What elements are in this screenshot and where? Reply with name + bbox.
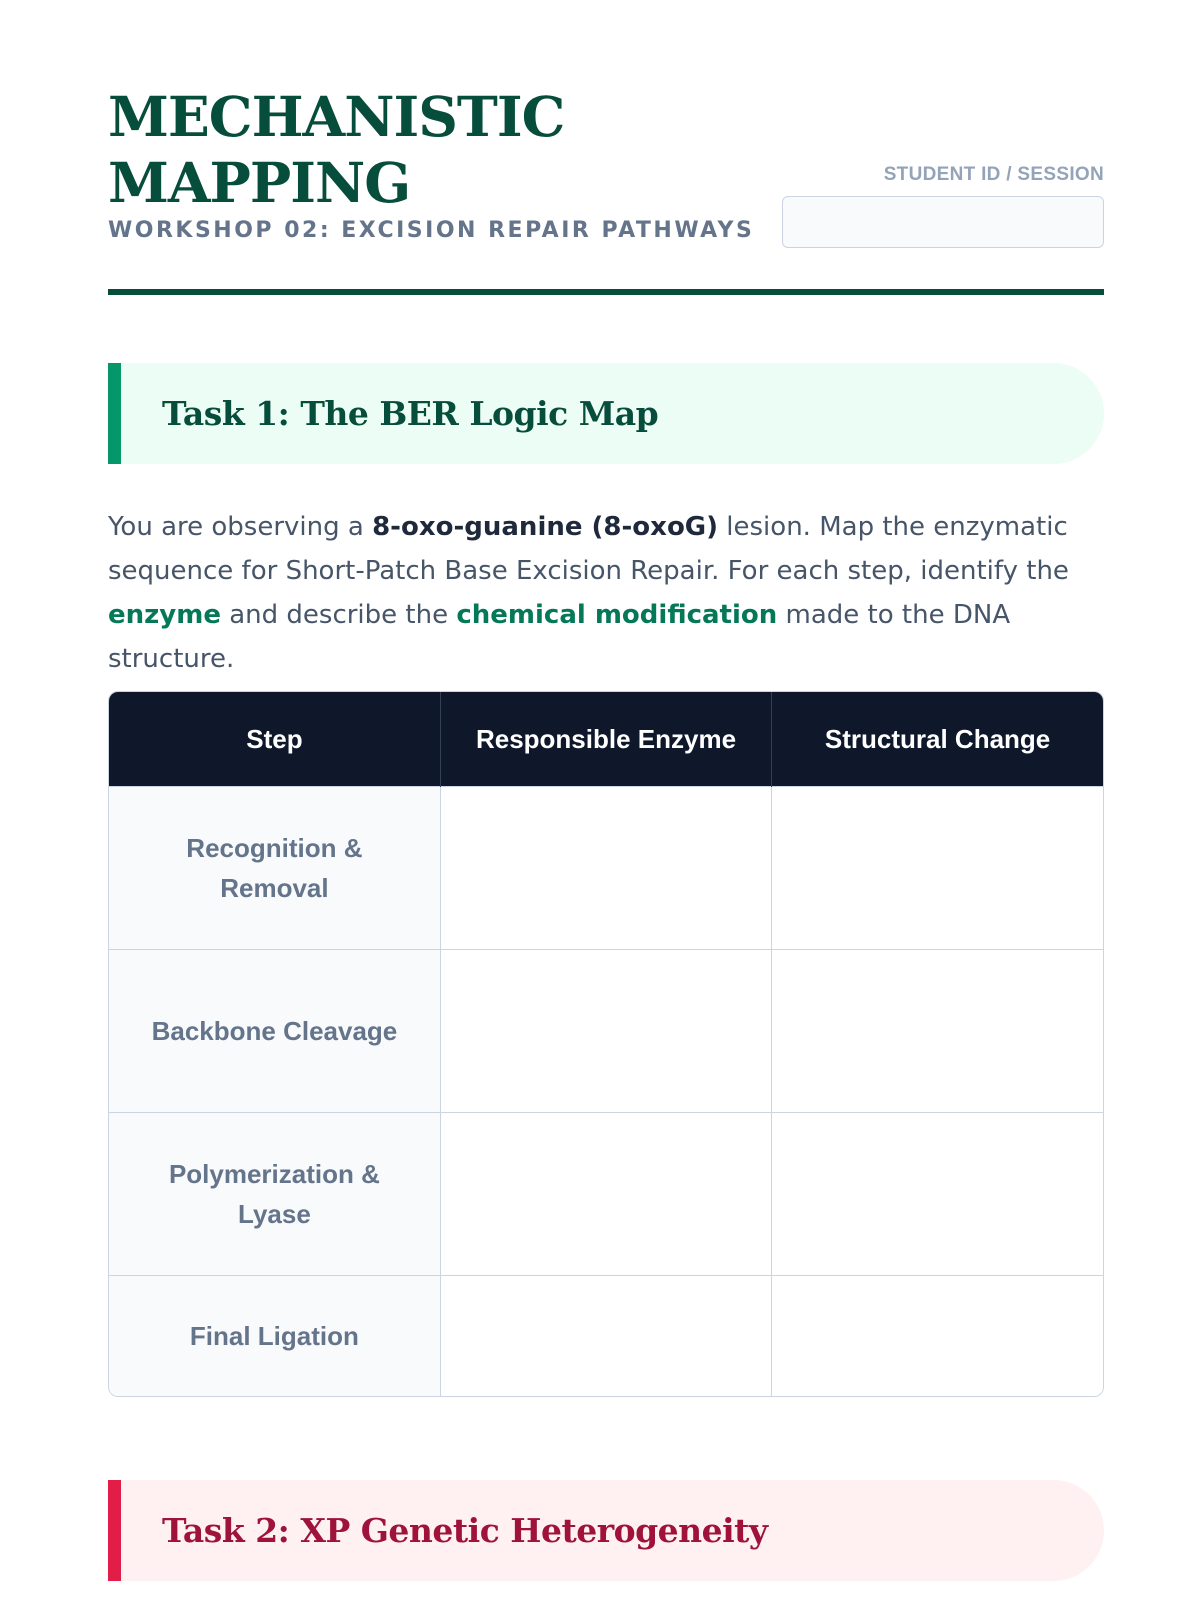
table-row: [109, 950, 1103, 1113]
enzyme-answer-field[interactable]: [441, 1111, 771, 1273]
lesion-term: 8-oxo-guanine (8-oxoG): [372, 512, 719, 542]
step-label: Recognition & Removal: [109, 787, 440, 950]
worksheet-header: [108, 0, 1104, 296]
task-1-banner: [108, 363, 1104, 464]
modification-term: chemical modification: [456, 600, 778, 630]
title-line-1: MECHANISTIC: [108, 84, 565, 149]
enzyme-answer-field[interactable]: [441, 785, 771, 947]
enzyme-term: enzyme: [108, 600, 221, 630]
change-cell[interactable]: [772, 950, 1103, 1113]
intro-text-4: made to the DNA structure.: [108, 600, 1011, 674]
change-answer-field[interactable]: [772, 785, 1103, 947]
table-row: [109, 1276, 1103, 1397]
student-id-label: STUDENT ID / SESSION: [883, 164, 1104, 185]
change-cell[interactable]: [772, 1113, 1103, 1276]
change-answer-field[interactable]: [772, 1111, 1103, 1273]
intro-text-3: and describe the: [220, 600, 457, 630]
column-header-step: Step: [109, 692, 440, 787]
table-header-row: [109, 692, 1103, 787]
ber-logic-table: [108, 691, 1104, 1397]
task-1-instructions: [108, 505, 1108, 681]
task-2-title: Task 2: XP Genetic Heterogeneity: [162, 1511, 768, 1550]
column-header-change: Structural Change: [772, 692, 1103, 787]
enzyme-cell[interactable]: [440, 1276, 771, 1397]
page-subtitle: WORKSHOP 02: EXCISION REPAIR PATHWAYS: [108, 218, 755, 243]
change-answer-field[interactable]: [772, 948, 1103, 1110]
enzyme-cell[interactable]: [440, 950, 771, 1113]
enzyme-cell[interactable]: [440, 787, 771, 950]
step-label: Final Ligation: [109, 1276, 440, 1397]
header-divider: [108, 289, 1104, 295]
enzyme-answer-field[interactable]: [441, 1274, 771, 1394]
change-cell[interactable]: [772, 1276, 1103, 1397]
title-line-2: MAPPING: [108, 150, 411, 215]
student-id-input[interactable]: [782, 196, 1104, 248]
enzyme-cell[interactable]: [440, 1113, 771, 1276]
step-label: Backbone Cleavage: [109, 950, 440, 1113]
step-label: Polymerization & Lyase: [109, 1113, 440, 1276]
worksheet-page: [108, 0, 1104, 1550]
task-2-banner: [108, 1480, 1104, 1581]
page-title: [108, 84, 564, 216]
change-answer-field[interactable]: [772, 1274, 1103, 1394]
change-cell[interactable]: [772, 787, 1103, 950]
column-header-enzyme: Responsible Enzyme: [440, 692, 771, 787]
enzyme-answer-field[interactable]: [441, 948, 771, 1110]
table-row: [109, 1113, 1103, 1276]
intro-text-2: lesion. Map the enzymatic sequence for Short-Patch Base Excision Repair. For each step, identify the: [108, 512, 1069, 586]
intro-text-1: You are observing a: [108, 512, 373, 542]
table-row: [109, 787, 1103, 950]
task-1-title: Task 1: The BER Logic Map: [162, 394, 659, 433]
